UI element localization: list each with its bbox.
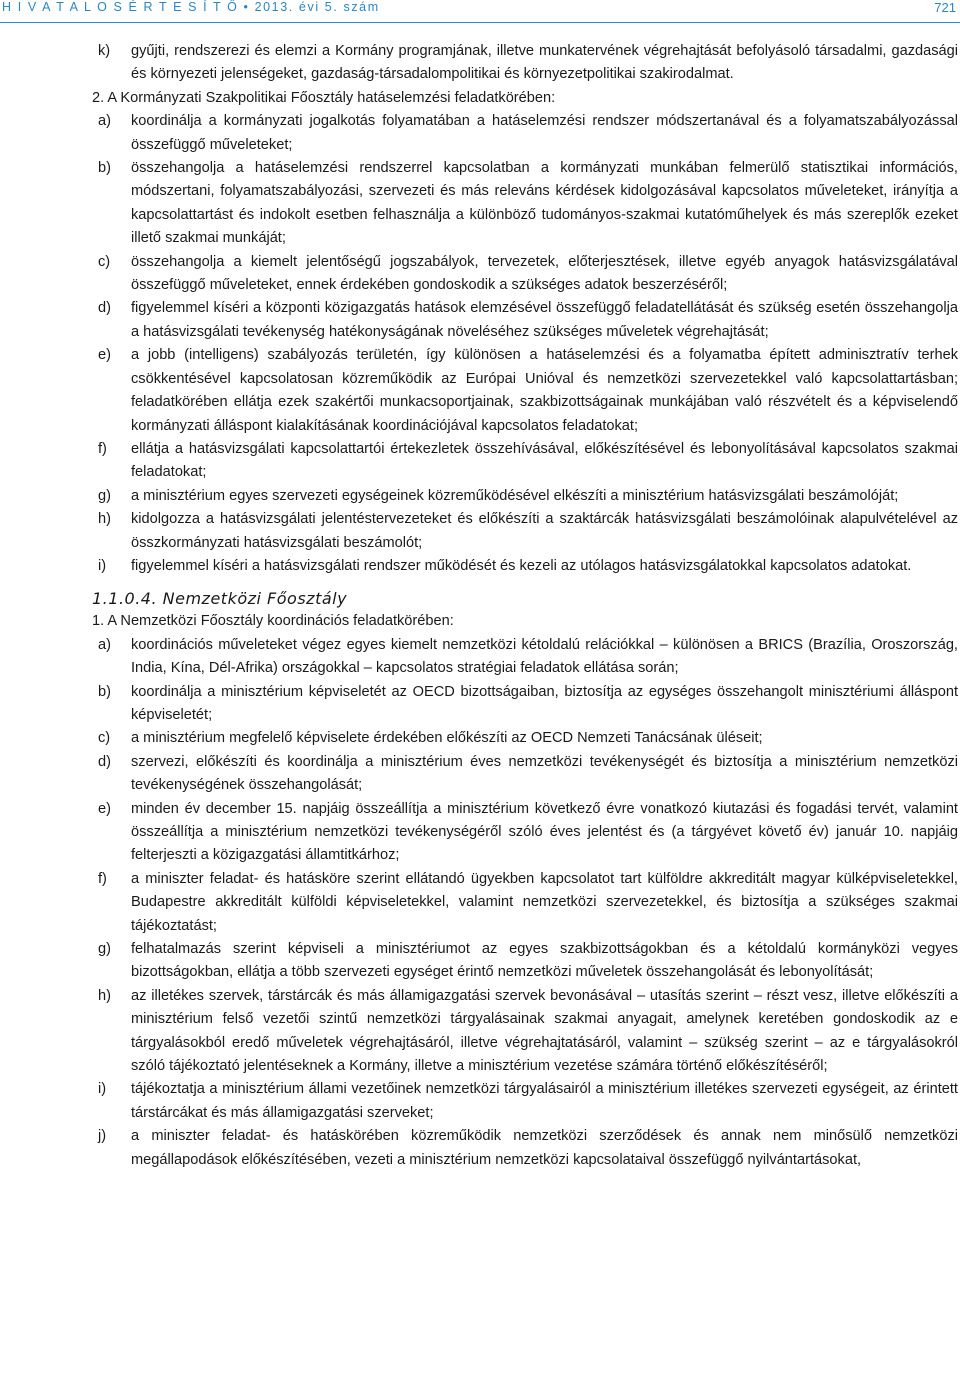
list-item-text: a jobb (intelligens) szabályozás területén, így különösen a hatáselemzési és a folyamatba épített adminisztratív terhek csökkentésével kapcsolatosan közreműködik az Európai Unióval és nemzetközi szervezetekkel való kapcsolattartásban; feladatkörében ellátja ezek szakértői munkacsoportjainak, szakbizottságainak munkájában való részvételt és a képviselendő kormányzati álláspont kialakításának koordinációjával kapcsolatos feladatokat; <box>131 347 958 434</box>
list-item <box>92 868 958 938</box>
list-item <box>92 344 958 438</box>
list-item-label: f) <box>98 870 107 887</box>
list-item <box>92 1078 958 1125</box>
list-item-text: az illetékes szervek, társtárcák és más államigazgatási szervek bevonásával – utasítás szerint – részt vesz, illetve előkészíti a minisztérium felső vezetői szintű nemzetközi tárgyalásainak szakmai anyagait, amelynek keretében gondoskodik az e tárgyalásokból eredő műveletek végrehajtásáról, illetve végrehajtatásáról, valamint – szükség szerint – az e tárgyalásokról szóló tájékoztató jelentéseknek a Kormány, illetve a minisztérium vezetése számára történő előkészítéséről; <box>131 987 958 1075</box>
list-item-text: a minisztérium megfelelő képviselete érdekében előkészíti az OECD Nemzeti Tanácsának üléseit; <box>131 730 763 747</box>
publication-title: H I V A T A L O S É R T E S Í T Ő • 2013. évi 5. szám <box>2 0 380 14</box>
list-item <box>92 938 958 985</box>
list-item <box>92 40 958 87</box>
list-item-text: felhatalmazás szerint képviseli a minisztériumot az egyes szakbizottságokban és a kétoldalú kormányközi vegyes bizottságokban, ellátja a több szervezeti egységet érintő nemzetközi műveletek összehangolását és lebonyolítását; <box>131 941 958 981</box>
list-item-text: kidolgozza a hatásvizsgálati jelentéstervezeteket és előkészíti a szaktárcák hatásvizsgálati beszámolóinak alapulvételével az összkormányzati hatásvizsgálati beszámolót; <box>131 511 958 551</box>
list-item <box>92 1125 958 1172</box>
list-item-text: tájékoztatja a minisztérium állami vezetőinek nemzetközi tárgyalásairól a minisztérium illetékes szervezeti egységeit, az érintett társtárcákat és más államigazgatási szerveket; <box>131 1081 958 1121</box>
list-item <box>92 727 958 750</box>
list-item-label: d) <box>98 753 111 770</box>
list-item-label: c) <box>98 253 111 270</box>
list-item <box>92 508 958 555</box>
list-item <box>92 634 958 681</box>
list-item-text: a miniszter feladat- és hatásköre szerint ellátandó ügyekben kapcsolatot tart külföldre akkreditált magyar külképviseletekkel, Budapestre akkreditált külföldi képviseletekkel, valamint nemzetközi szervezetekkel, és biztosítja a szükséges szakmai tájékoztatást; <box>131 870 958 934</box>
paragraph: 1. A Nemzetközi Főosztály koordinációs feladatkörében: <box>92 613 454 630</box>
list-item-text: ellátja a hatásvizsgálati kapcsolattartói értekezletek összehívásával, előkészítésével és lebonyolításával kapcsolatos szakmai feladatokat; <box>131 440 958 481</box>
section-title: 1.1.0.4. Nemzetközi Főosztály <box>92 589 348 609</box>
list-item-label: b) <box>98 683 111 700</box>
document-body <box>92 40 958 1172</box>
list-item <box>92 110 958 157</box>
list-item-label: k) <box>98 43 111 59</box>
list-item-label: c) <box>98 730 111 747</box>
paragraph: 2. A Kormányzati Szakpolitikai Főosztály hatáselemzési feladatkörében: <box>92 89 556 106</box>
list-item-label: j) <box>98 1128 107 1145</box>
list-item-text: figyelemmel kíséri a hatásvizsgálati rendszer működését és kezeli az utólagos hatásvizsgálatokkal kapcsolatos adatokat. <box>131 557 912 574</box>
list-item-label: a) <box>98 113 111 130</box>
list-item <box>92 297 958 344</box>
list-item-text: koordinációs műveleteket végez egyes kiemelt nemzetközi kétoldalú relációkkal – különösen a BRICS (Brazília, Oroszország, India, Kína, Dél-Afrika) országokkal – kapcsolatos stratégiai feladatok ellátása során; <box>131 636 958 677</box>
list-item-text: koordinálja a kormányzati jogalkotás folyamatában a hatáselemzési rendszer módszertanával és a folyamatszabályozással összefüggő műveleteket; <box>131 113 958 153</box>
list-item-label: i) <box>98 1081 107 1098</box>
list-item-label: g) <box>98 487 111 504</box>
page-header <box>0 0 960 23</box>
list-item <box>92 555 958 578</box>
list-item-text: minden év december 15. napjáig összeállítja a minisztérium következő évre vonatkozó kiutazási és fogadási tervét, valamint összeállítja a minisztérium nemzetközi tevékenységéről szóló éves jelentést és (a tárgyévet követő év) január 10. napjáig felterjeszti a közigazgatási államtitkárhoz; <box>131 800 958 864</box>
list-item-text: a minisztérium egyes szervezeti egységeinek közreműködésével elkészíti a minisztérium hatásvizsgálati beszámolóját; <box>131 487 899 504</box>
list-item <box>92 751 958 798</box>
list-item <box>92 157 958 251</box>
list-item <box>92 251 958 298</box>
list-item-text: koordinálja a minisztérium képviseletét az OECD bizottságaiban, biztosítja az egységes összehangolt minisztériumi álláspont képviseletét; <box>131 683 958 723</box>
list-item <box>92 985 958 1079</box>
list-item <box>92 438 958 485</box>
list-item-text: összehangolja a hatáselemzési rendszerrel kapcsolatban a kormányzati munkában felmerülő statisztikai információs, módszertani, folyamatszabályozási, szervezeti és más releváns kérdések kidolgozásával kapcsolatos műveleteket, irányítja a kapcsolattartást és indokolt esetben felhasználja a különböző tudományos-szakmai kutatóműhelyek és más szereplők ezeket illető szakmai munkáját; <box>131 160 958 247</box>
list-item-label: e) <box>98 347 111 364</box>
list-item-label: b) <box>98 160 111 177</box>
list-item-text: gyűjti, rendszerezi és elemzi a Kormány programjának, illetve munkatervének végrehajtását befolyásoló társadalmi, gazdasági és környezeti jelenségeket, gazdaság-társadalompolitikai és környezetpolitikai szakirodalmat. <box>131 43 958 83</box>
page-number: 721 <box>934 0 956 15</box>
list-item-label: g) <box>98 941 111 958</box>
list-item-text: szervezi, előkészíti és koordinálja a minisztérium éves nemzetközi tevékenységét és biztosítja a minisztérium nemzetközi tevékenységének összehangolását; <box>131 753 958 794</box>
list-item-label: h) <box>98 987 111 1004</box>
list-item <box>92 798 958 868</box>
list-item <box>92 485 958 508</box>
list-item-label: d) <box>98 300 111 317</box>
list-item-label: i) <box>98 557 107 574</box>
list-item-label: a) <box>98 636 111 653</box>
list-item-text: a miniszter feladat- és hatáskörében közreműködik nemzetközi szerződések és annak nem minősülő nemzetközi megállapodások előkészítésében, vezeti a minisztérium nemzetközi kapcsolataival összefüggő nyilvántartásokat, <box>131 1128 958 1168</box>
list-item-label: h) <box>98 511 111 528</box>
list-item-label: e) <box>98 800 111 817</box>
list-item-label: f) <box>98 440 107 457</box>
list-item-text: összehangolja a kiemelt jelentőségű jogszabályok, tervezetek, előterjesztések, illetve egyéb anyagok hatásvizsgálatával összefüggő műveleteket, ennek érdekében gondoskodik a szükséges adatok beszerzéséről; <box>131 253 958 294</box>
list-item <box>92 681 958 728</box>
list-item-text: figyelemmel kíséri a központi közigazgatás hatások elemzésével összefüggő feladatellátását és szükség esetén összehangolja a hatásvizsgálati tevékenység hatékonyságának növeléséhez szükséges műveletek végrehajtását; <box>131 300 958 340</box>
